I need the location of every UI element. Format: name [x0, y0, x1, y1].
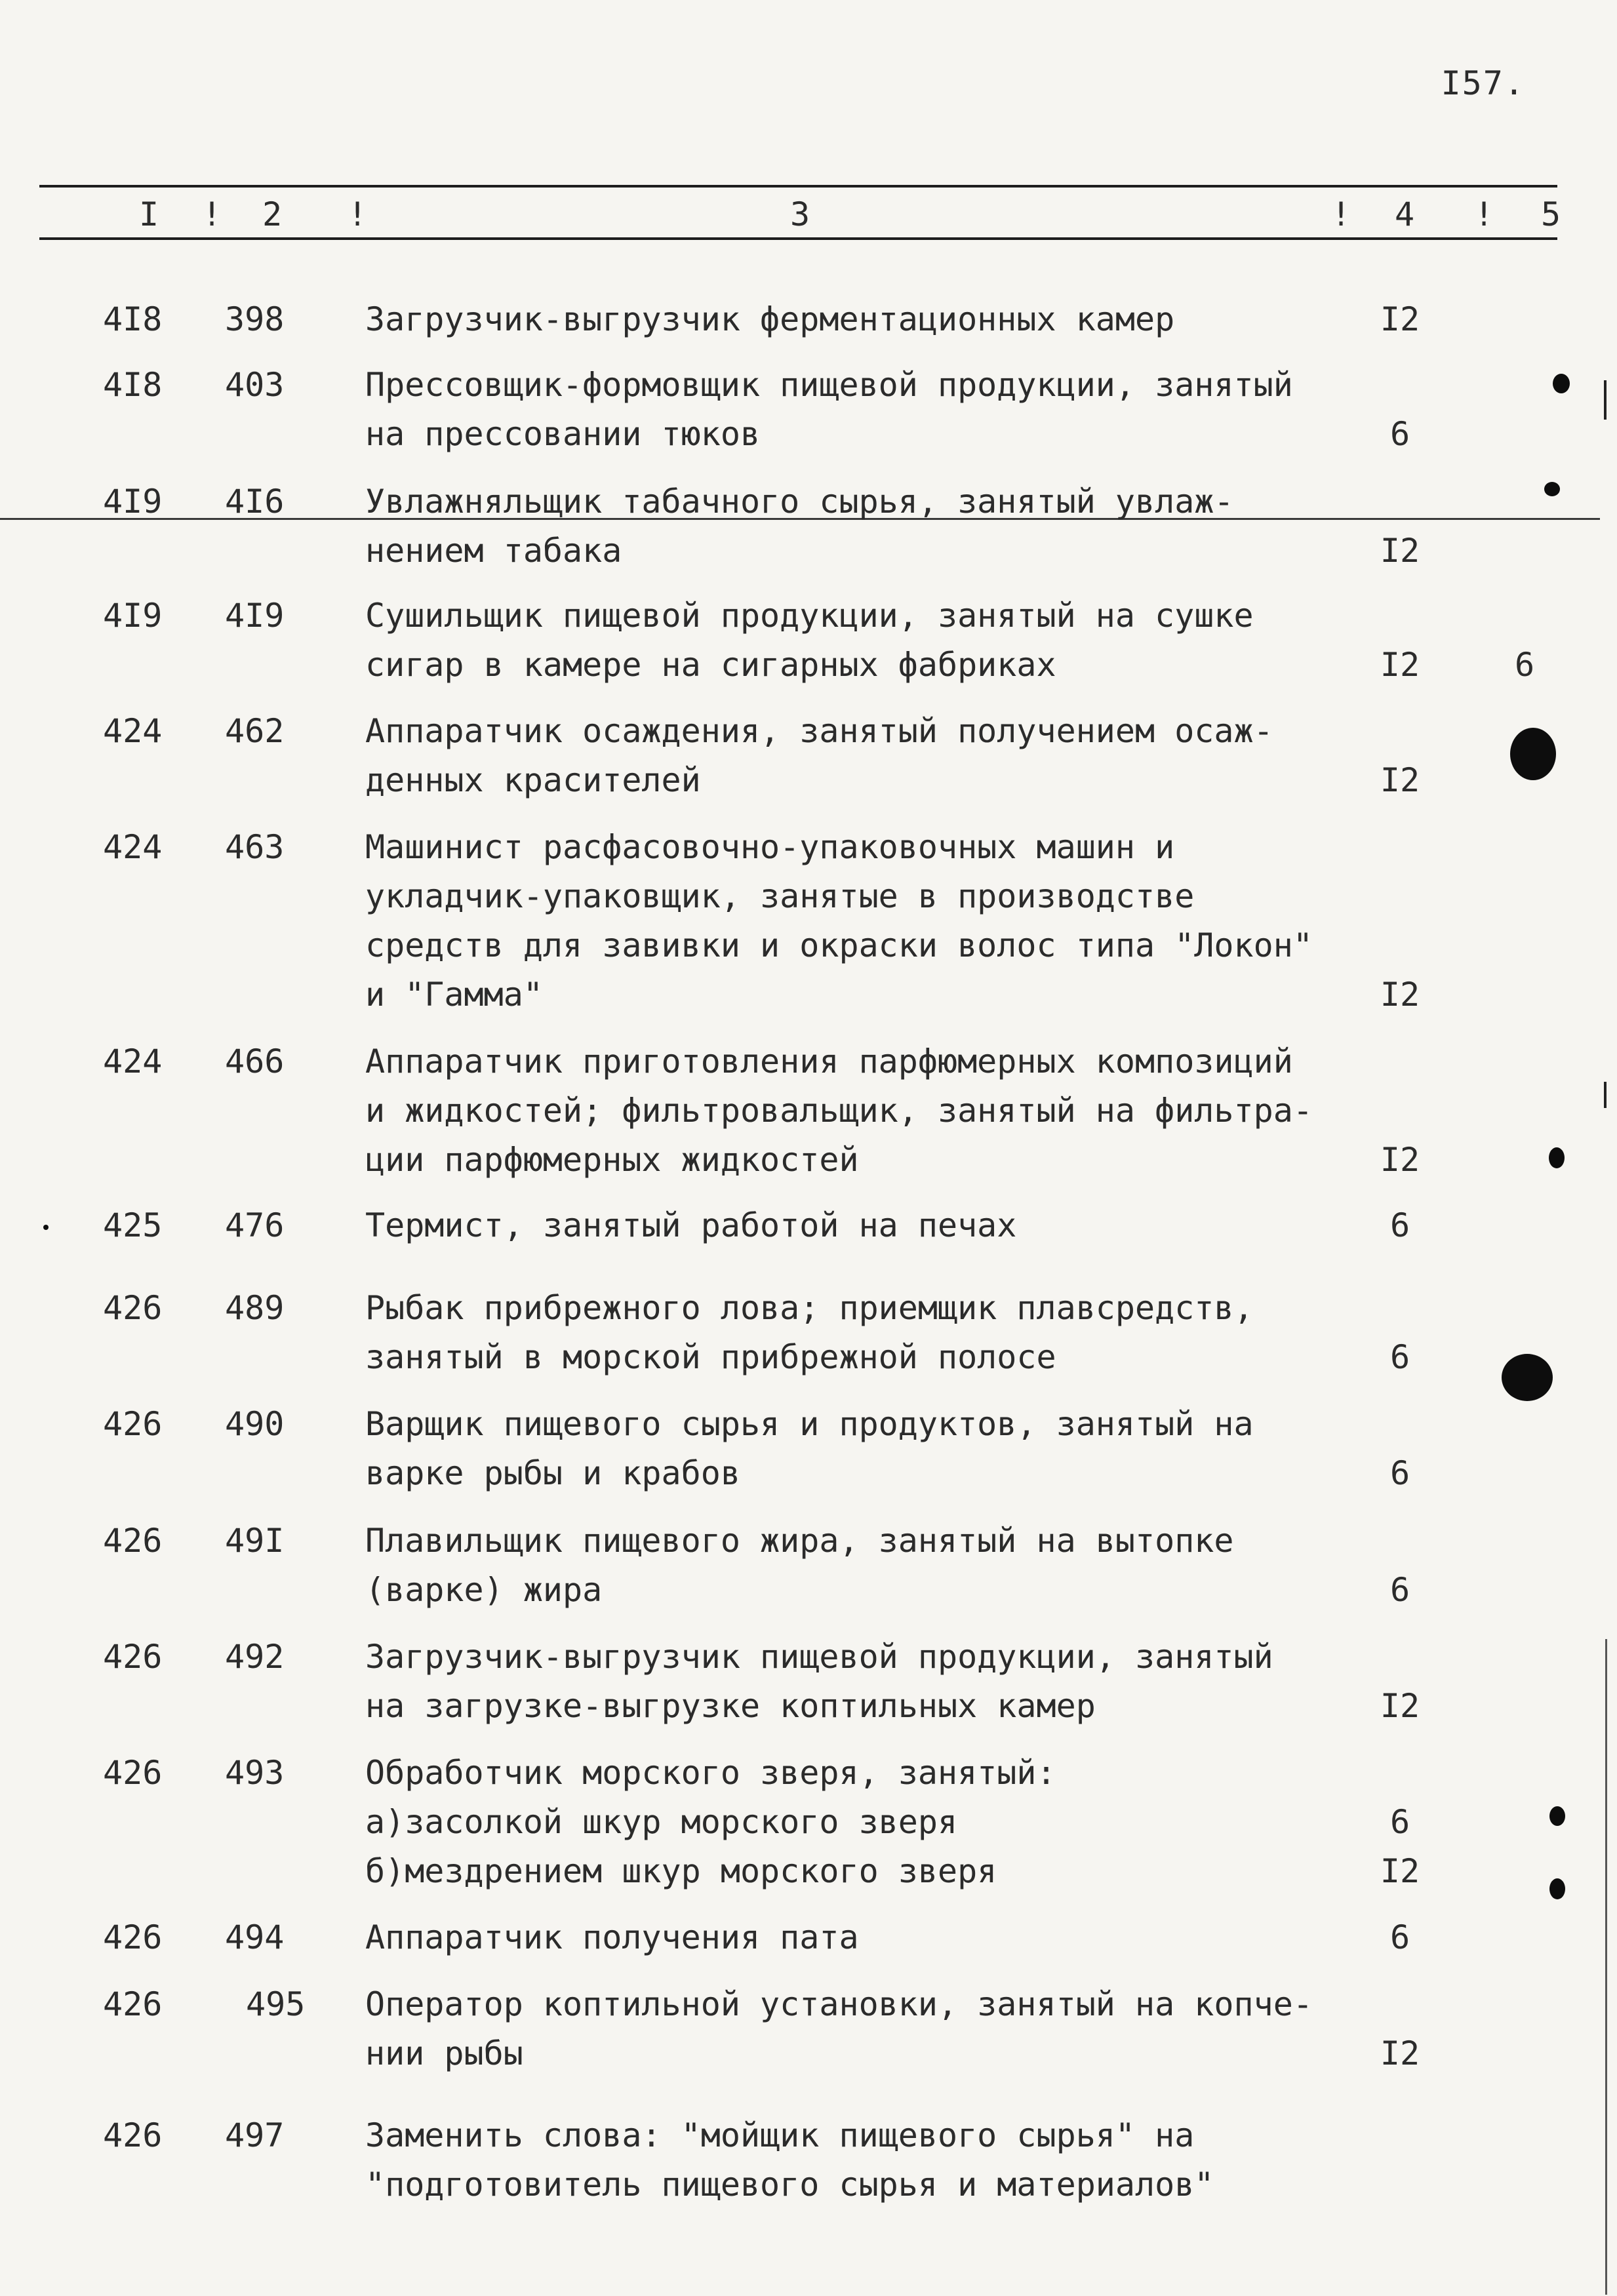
text-line: Загрузчик-выгрузчик ферментационных камер — [365, 300, 1175, 338]
header-col-5: 5 — [1541, 195, 1561, 233]
list-number: 4I8 — [103, 366, 163, 404]
list-number: 425 — [103, 1206, 163, 1244]
occupation-text — [365, 295, 1368, 344]
header-separator: ! — [348, 195, 368, 233]
item-number: 4I6 — [225, 483, 285, 521]
list-number: 4I8 — [103, 300, 163, 338]
list-number: 4I9 — [103, 597, 163, 635]
occupation-text — [365, 1980, 1368, 2078]
text-line: варке рыбы и крабов — [365, 1454, 740, 1492]
occupation-text — [365, 361, 1368, 459]
item-number: 495 — [246, 1985, 306, 2023]
text-line: (варке) жира — [365, 1571, 603, 1609]
sub-item-text: а)засолкой шкур морского зверя — [365, 1803, 958, 1841]
item-number: 4I9 — [225, 597, 285, 635]
item-number: 463 — [225, 828, 285, 866]
item-number: 489 — [225, 1289, 285, 1327]
value-col-4: 6 — [1389, 1454, 1410, 1492]
value-col-4: 6 — [1389, 415, 1410, 453]
list-number: 426 — [103, 1754, 163, 1792]
page-edge-mark — [1604, 1082, 1607, 1108]
text-line: денных красителей — [365, 761, 701, 799]
ink-blot — [1549, 1806, 1565, 1826]
item-number: 462 — [225, 712, 285, 750]
occupation-text — [365, 1201, 1368, 1250]
text-line: Плавильщик пищевого жира, занятый на вытопке — [365, 1522, 1234, 1560]
value-col-4: I2 — [1380, 761, 1420, 799]
page-edge-mark — [1604, 380, 1607, 420]
value-col-4: I2 — [1380, 646, 1420, 684]
list-number: 426 — [103, 1918, 163, 1956]
ink-blot — [1553, 374, 1570, 393]
value-col-4: I2 — [1380, 2034, 1420, 2072]
text-line: средств для завивки и окраски волос типа "Локон" — [365, 926, 1313, 964]
ink-blot — [1549, 1147, 1565, 1168]
sub-item-value-col-4: 6 — [1389, 1803, 1410, 1841]
text-line: укладчик-упаковщик, занятые в производстве — [365, 877, 1195, 915]
text-line: на загрузке-выгрузке коптильных камер — [365, 1687, 1096, 1725]
header-col-4: 4 — [1395, 195, 1415, 233]
header-separator: ! — [1331, 195, 1351, 233]
text-line: Загрузчик-выгрузчик пищевой продукции, занятый — [365, 1638, 1273, 1676]
value-col-4: I2 — [1380, 300, 1420, 338]
list-number: 4I9 — [103, 483, 163, 521]
list-number: 426 — [103, 2116, 163, 2154]
text-line: Рыбак прибрежного лова; приемщик плавсредств, — [365, 1289, 1254, 1327]
text-line: Варщик пищевого сырья и продуктов, занятый на — [365, 1405, 1254, 1443]
occupation-text — [365, 591, 1368, 690]
text-line: Оператор коптильной установки, занятый на копче- — [365, 1985, 1313, 2023]
sub-item-value-col-4: I2 — [1380, 1852, 1420, 1890]
text-line: и "Гамма" — [365, 976, 543, 1014]
value-col-4: 6 — [1389, 1206, 1410, 1244]
text-line: Увлажняльщик табачного сырья, занятый увлаж- — [365, 483, 1234, 521]
text-line: Аппаратчик осаждения, занятый получением осаж- — [365, 712, 1273, 750]
text-line: "подготовитель пищевого сырья и материалов" — [365, 2166, 1214, 2204]
item-number: 398 — [225, 300, 285, 338]
value-col-5: 6 — [1514, 646, 1535, 684]
text-line: Прессовщик-формовщик пищевой продукции, занятый — [365, 366, 1293, 404]
text-line: на прессовании тюков — [365, 415, 761, 453]
text-line: Машинист расфасовочно-упаковочных машин и — [365, 828, 1175, 866]
sub-item-text: б)мездрением шкур морского зверя — [365, 1852, 997, 1890]
value-col-4: 6 — [1389, 1571, 1410, 1609]
occupation-text — [365, 1913, 1368, 1962]
text-line: сигар в камере на сигарных фабриках — [365, 646, 1056, 684]
occupation-text — [365, 1749, 1368, 1896]
list-number: 426 — [103, 1289, 163, 1327]
table-header — [39, 195, 1561, 237]
list-number: 426 — [103, 1522, 163, 1560]
text-line: Обработчик морского зверя, занятый: — [365, 1754, 1056, 1792]
ink-blot — [1502, 1354, 1553, 1401]
value-col-4: I2 — [1380, 532, 1420, 570]
list-number: 424 — [103, 1042, 163, 1080]
text-line: нением табака — [365, 532, 622, 570]
header-col-1: I — [139, 195, 159, 233]
ink-speck — [43, 1225, 49, 1230]
text-line: занятый в морской прибрежной полосе — [365, 1338, 1056, 1376]
header-col-2: 2 — [262, 195, 283, 233]
item-number: 490 — [225, 1405, 285, 1443]
header-top-rule — [39, 185, 1557, 188]
list-number: 426 — [103, 1638, 163, 1676]
text-line: и жидкостей; фильтровальщик, занятый на фильтра- — [365, 1092, 1313, 1130]
item-number: 494 — [225, 1918, 285, 1956]
occupation-text — [365, 477, 1368, 576]
value-col-4: I2 — [1380, 1141, 1420, 1179]
item-number: 497 — [225, 2116, 285, 2154]
item-number: 466 — [225, 1042, 285, 1080]
item-number: 476 — [225, 1206, 285, 1244]
item-number: 493 — [225, 1754, 285, 1792]
header-separator: ! — [1474, 195, 1494, 233]
text-line: Термист, занятый работой на печах — [365, 1206, 1017, 1244]
header-separator: ! — [202, 195, 222, 233]
header-col-3: 3 — [790, 195, 810, 233]
occupation-text — [365, 1037, 1368, 1185]
list-number: 424 — [103, 712, 163, 750]
occupation-text — [365, 2111, 1368, 2209]
value-col-4: 6 — [1389, 1918, 1410, 1956]
ink-blot — [1544, 482, 1560, 496]
page-edge-mark — [1605, 1639, 1607, 2295]
item-number: 49I — [225, 1522, 285, 1560]
text-line: Аппаратчик приготовления парфюмерных композиций — [365, 1042, 1293, 1080]
occupation-text — [365, 1633, 1368, 1731]
value-col-4: I2 — [1380, 1687, 1420, 1725]
list-number: 426 — [103, 1405, 163, 1443]
list-number: 426 — [103, 1985, 163, 2023]
occupation-text — [365, 1516, 1368, 1615]
text-line: нии рыбы — [365, 2034, 523, 2072]
text-line: Заменить слова: "мойщик пищевого сырья" на — [365, 2116, 1195, 2154]
occupation-text — [365, 1284, 1368, 1382]
occupation-text — [365, 707, 1368, 805]
header-bottom-rule — [39, 237, 1557, 240]
ink-blot — [1549, 1878, 1565, 1899]
list-number: 424 — [103, 828, 163, 866]
item-number: 492 — [225, 1638, 285, 1676]
text-line: Аппаратчик получения пата — [365, 1918, 859, 1956]
item-number: 403 — [225, 366, 285, 404]
value-col-4: I2 — [1380, 976, 1420, 1014]
text-line: Сушильщик пищевой продукции, занятый на сушке — [365, 597, 1254, 635]
occupation-text — [365, 823, 1368, 1019]
page-number: I57. — [1441, 64, 1525, 102]
value-col-4: 6 — [1389, 1338, 1410, 1376]
text-line: ции парфюмерных жидкостей — [365, 1141, 859, 1179]
ink-blot — [1510, 728, 1556, 780]
occupation-text — [365, 1400, 1368, 1498]
